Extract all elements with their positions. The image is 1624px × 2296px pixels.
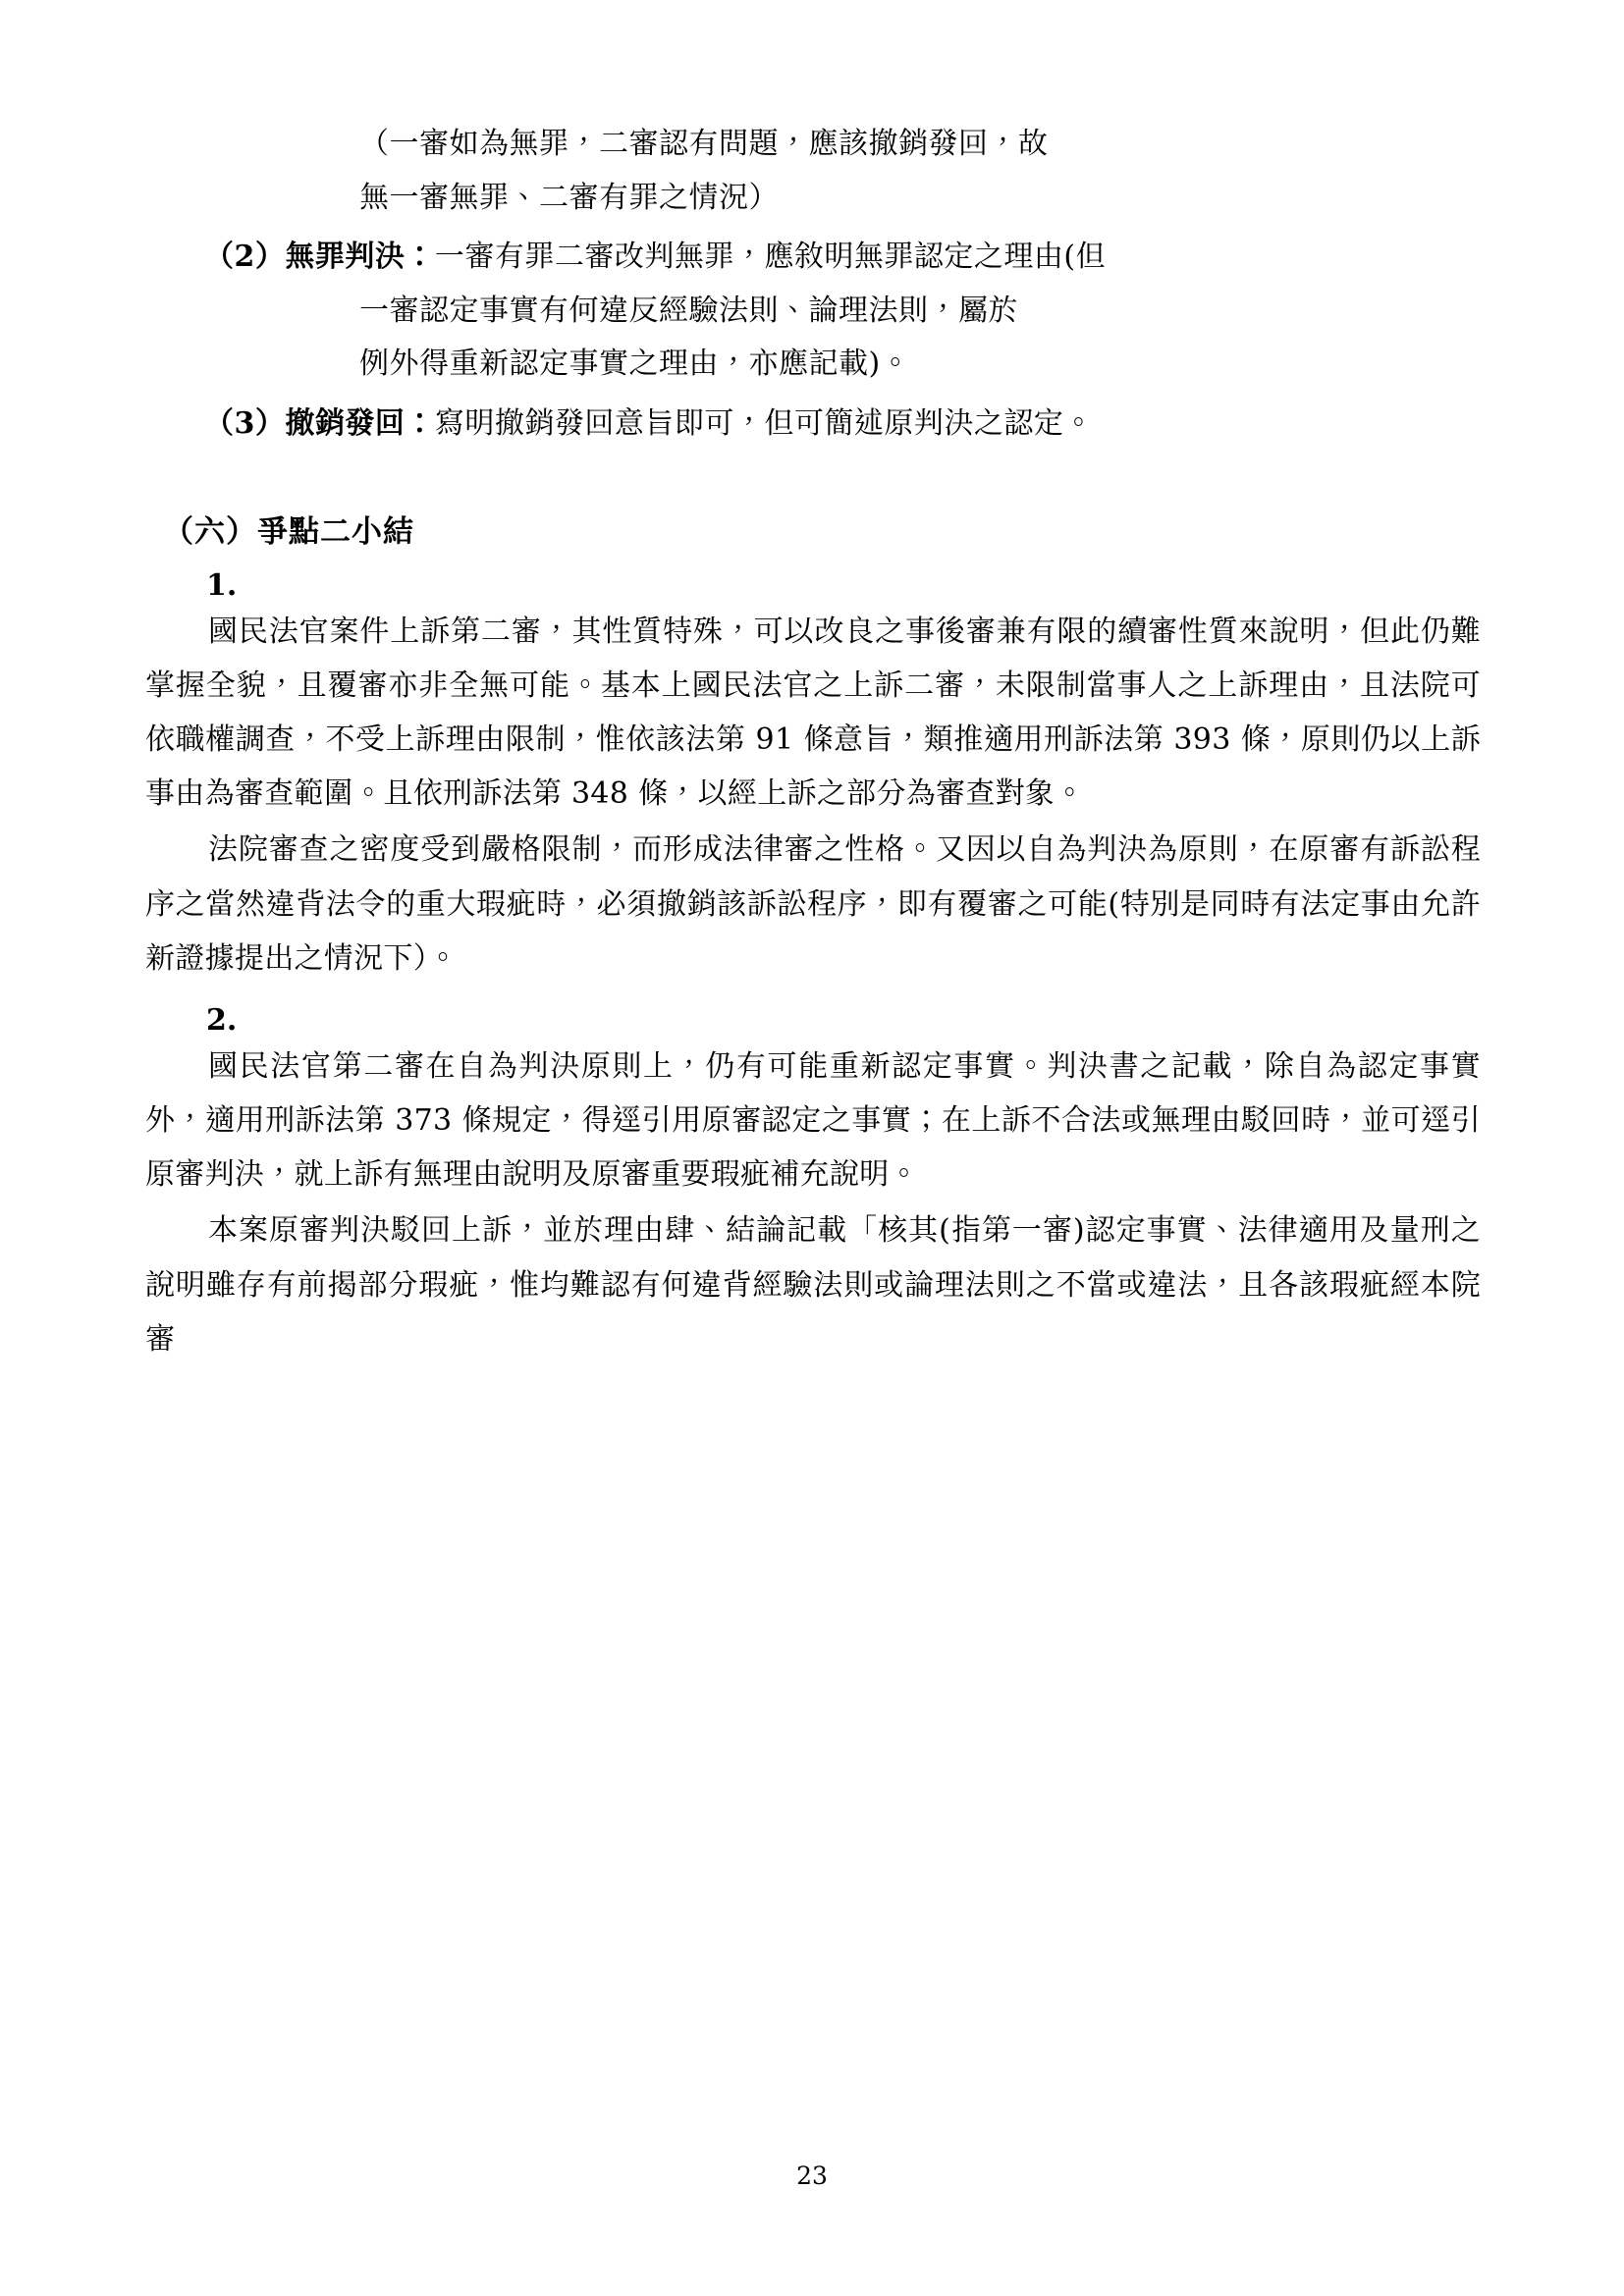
section-heading: （六）爭點二小結 [163, 513, 414, 550]
parenthetical-note-line-2: 無一審無罪、二審有罪之情況） [359, 180, 779, 215]
list-item-2-line-3: 例外得重新認定事實之理由，亦應記載)。 [359, 347, 911, 382]
list-item-3-label: （3）撤銷發回： [204, 405, 435, 441]
list-item-2-first-line [204, 231, 1481, 285]
list-item-2-first-line-text: 一審有罪二審改判無罪，應敘明無罪認定之理由(但 [434, 240, 1107, 275]
page-number: 23 [796, 2162, 828, 2190]
numbered-item-2-marker: 2. [206, 1002, 238, 1038]
list-item-3 [204, 398, 1481, 452]
parenthetical-note [359, 118, 1481, 225]
list-item-2-line-2: 一審認定事實有何違反經驗法則、論理法則，屬於 [359, 293, 1018, 328]
document-body [145, 118, 1481, 1366]
numbered-item-2-paragraph-2: 本案原審判決駁回上訴，並於理由肆、結論記載「核其(指第一審)認定事實、法律適用及量刑之說明雖存有前揭部分瑕疵，惟均難認有何違背經驗法則或論理法則之不當或違法，且各該瑕疵經本院審 [145, 1213, 1481, 1357]
numbered-item-1-paragraph-2: 法院審查之密度受到嚴格限制，而形成法律審之性格。又因以自為判決為原則，在原審有訴訟程序之當然違背法令的重大瑕疵時，必須撤銷該訴訟程序，即有覆審之可能(特別是同時有法定事由允許新證據提出之情況下）。 [145, 832, 1481, 976]
list-item-3-first-line-text: 寫明撤銷發回意旨即可，但可簡述原判決之認定。 [434, 405, 1094, 441]
numbered-item-1-marker: 1. [206, 567, 238, 603]
numbered-item-2-paragraph-1: 國民法官第二審在自為判決原則上，仍有可能重新認定事實。判決書之記載，除自為認定事實外，適用刑訴法第 373 條規定，得逕引用原審認定之事實；在上訴不合法或無理由駁回時，並可逕引原審判決，就上訴有無理由說明及原審重要瑕疵補充說明。 [145, 1048, 1481, 1193]
list-item-3-first-line [204, 398, 1481, 452]
parenthetical-note-line-1: （一審如為無罪，二審認有問題，應該撤銷發回，故 [359, 127, 1049, 161]
list-item-2-label: （2）無罪判決： [204, 240, 435, 275]
numbered-item-1-paragraph-1: 國民法官案件上訴第二審，其性質特殊，可以改良之事後審兼有限的續審性質來說明，但此仍難掌握全貌，且覆審亦非全無可能。基本上國民法官之上訴二審，未限制當事人之上訴理由，且法院可依職權調查，不受上訴理由限制，惟依該法第 91 條意旨，類推適用刑訴法第 393 條，原則仍以上訴事由為審查範圍。且依刑訴法第 348 條，以經上訴之部分為審查對象。 [145, 614, 1481, 812]
list-item-2 [204, 231, 1481, 392]
